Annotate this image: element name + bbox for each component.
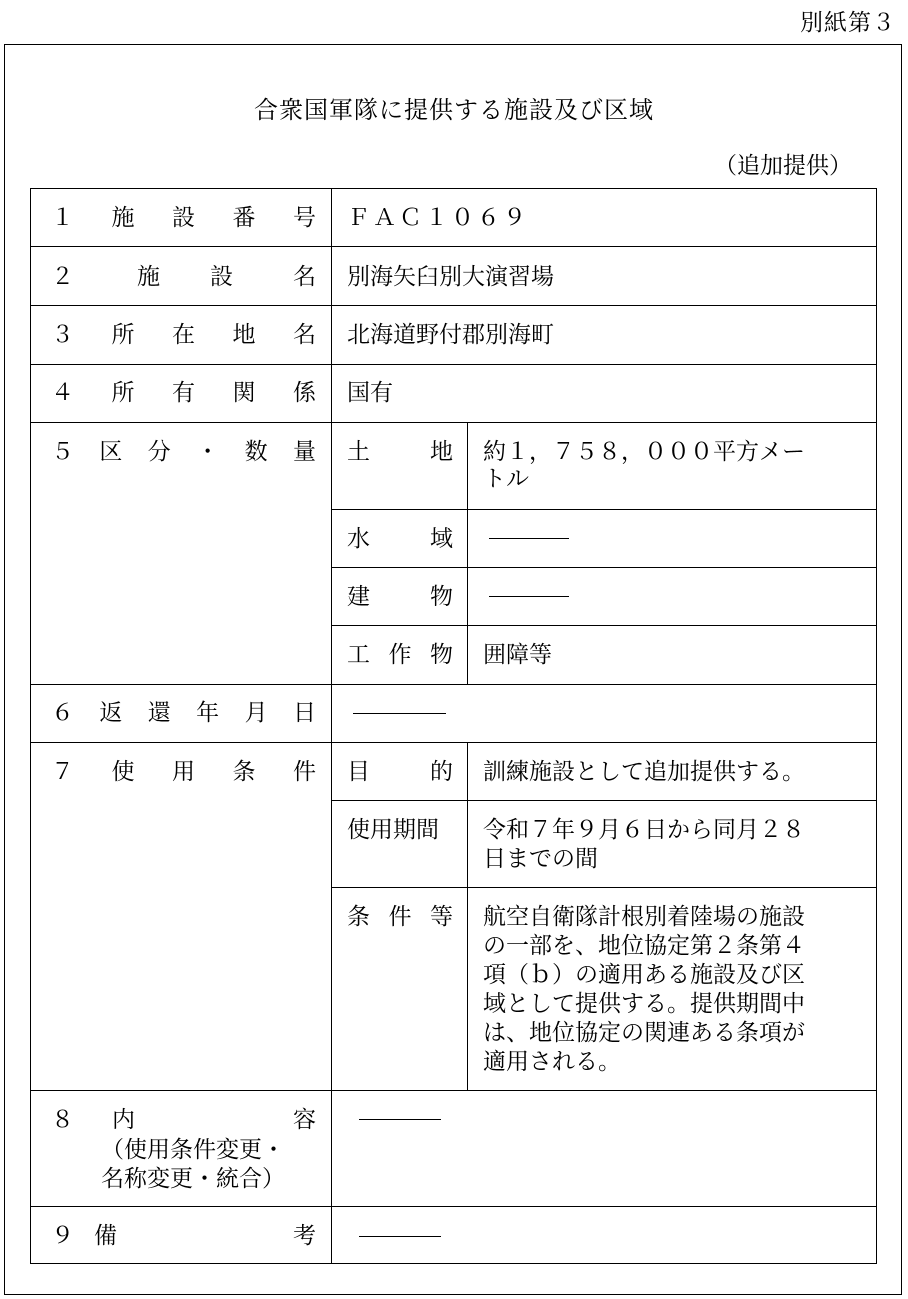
value-land-line2: トル bbox=[483, 466, 529, 492]
label-ownership: ４ 所 有 関 係 bbox=[51, 380, 316, 406]
value-conditions-line: 航空自衛隊計根別着陸場の施設 bbox=[483, 904, 805, 930]
value-return-date-dash bbox=[353, 713, 446, 714]
value-period-line1: 令和７年９月６日から同月２８ bbox=[483, 817, 805, 843]
row-divider bbox=[31, 422, 876, 423]
subrow-divider bbox=[331, 887, 876, 888]
value-water-dash bbox=[489, 538, 569, 539]
subrow-divider bbox=[331, 625, 876, 626]
subrow-divider bbox=[331, 509, 876, 510]
row-divider bbox=[31, 364, 876, 365]
label-structure: 工 作 物 bbox=[347, 642, 453, 668]
label-contents: ８ 内 容 bbox=[51, 1107, 316, 1133]
label-return-date: ６ 返 還 年 月 日 bbox=[51, 700, 316, 726]
label-contents-note-line2: 名称変更・統合） bbox=[101, 1166, 285, 1192]
row-divider bbox=[31, 742, 876, 743]
label-usage-conditions: ７ 使 用 条 件 bbox=[51, 759, 316, 785]
value-remarks-dash bbox=[359, 1236, 441, 1237]
subrow-divider bbox=[331, 800, 876, 801]
value-land-line1: 約１，７５８，０００平方メー bbox=[483, 439, 805, 465]
label-water: 水 域 bbox=[347, 526, 453, 552]
column-divider bbox=[331, 189, 332, 1263]
subrow-divider bbox=[331, 567, 876, 568]
label-remarks: ９ 備 考 bbox=[51, 1223, 316, 1249]
facility-table bbox=[30, 188, 877, 1264]
label-location: ３ 所 在 地 名 bbox=[51, 322, 316, 348]
label-contents-note-line1: （使用条件変更・ bbox=[101, 1137, 285, 1163]
row-divider bbox=[31, 1090, 876, 1091]
value-conditions-line: の一部を、地位協定第２条第４ bbox=[483, 933, 805, 959]
value-conditions-line: 項（ｂ）の適用ある施設及び区 bbox=[483, 962, 805, 988]
value-facility-name: 別海矢臼別大演習場 bbox=[347, 264, 554, 290]
label-facility-number: １ 施 設 番 号 bbox=[51, 205, 316, 231]
row-divider bbox=[31, 1206, 876, 1207]
value-building-dash bbox=[489, 596, 569, 597]
label-facility-name: ２ 施 設 名 bbox=[51, 264, 316, 290]
label-usage-period: 使用期間 bbox=[347, 817, 439, 843]
value-facility-number: ＦＡＣ１０６９ bbox=[347, 205, 529, 231]
value-location: 北海道野付郡別海町 bbox=[347, 322, 554, 348]
value-conditions-line: は、地位協定の関連ある条項が bbox=[483, 1020, 805, 1046]
row-divider bbox=[31, 305, 876, 306]
attachment-label: 別紙第３ bbox=[800, 10, 896, 36]
value-contents-dash bbox=[359, 1119, 441, 1120]
value-ownership: 国有 bbox=[347, 380, 393, 406]
document-subtitle: （追加提供） bbox=[714, 153, 852, 179]
row-divider bbox=[31, 246, 876, 247]
value-purpose: 訓練施設として追加提供する。 bbox=[483, 759, 805, 785]
value-period-line2: 日までの間 bbox=[483, 846, 598, 872]
document-title: 合衆国軍隊に提供する施設及び区域 bbox=[254, 96, 654, 124]
value-conditions-line: 適用される。 bbox=[483, 1049, 621, 1075]
value-structure: 囲障等 bbox=[483, 642, 552, 668]
subcolumn-divider bbox=[467, 422, 468, 684]
value-conditions-line: 域として提供する。提供期間中 bbox=[483, 991, 805, 1017]
label-conditions: 条 件 等 bbox=[347, 904, 453, 930]
subcolumn-divider bbox=[467, 742, 468, 1090]
label-purpose: 目 的 bbox=[347, 759, 453, 785]
label-building: 建 物 bbox=[347, 584, 453, 610]
label-category-quantity: ５ 区 分 ・ 数 量 bbox=[51, 439, 316, 465]
label-land: 土 地 bbox=[347, 439, 453, 465]
row-divider bbox=[31, 684, 876, 685]
